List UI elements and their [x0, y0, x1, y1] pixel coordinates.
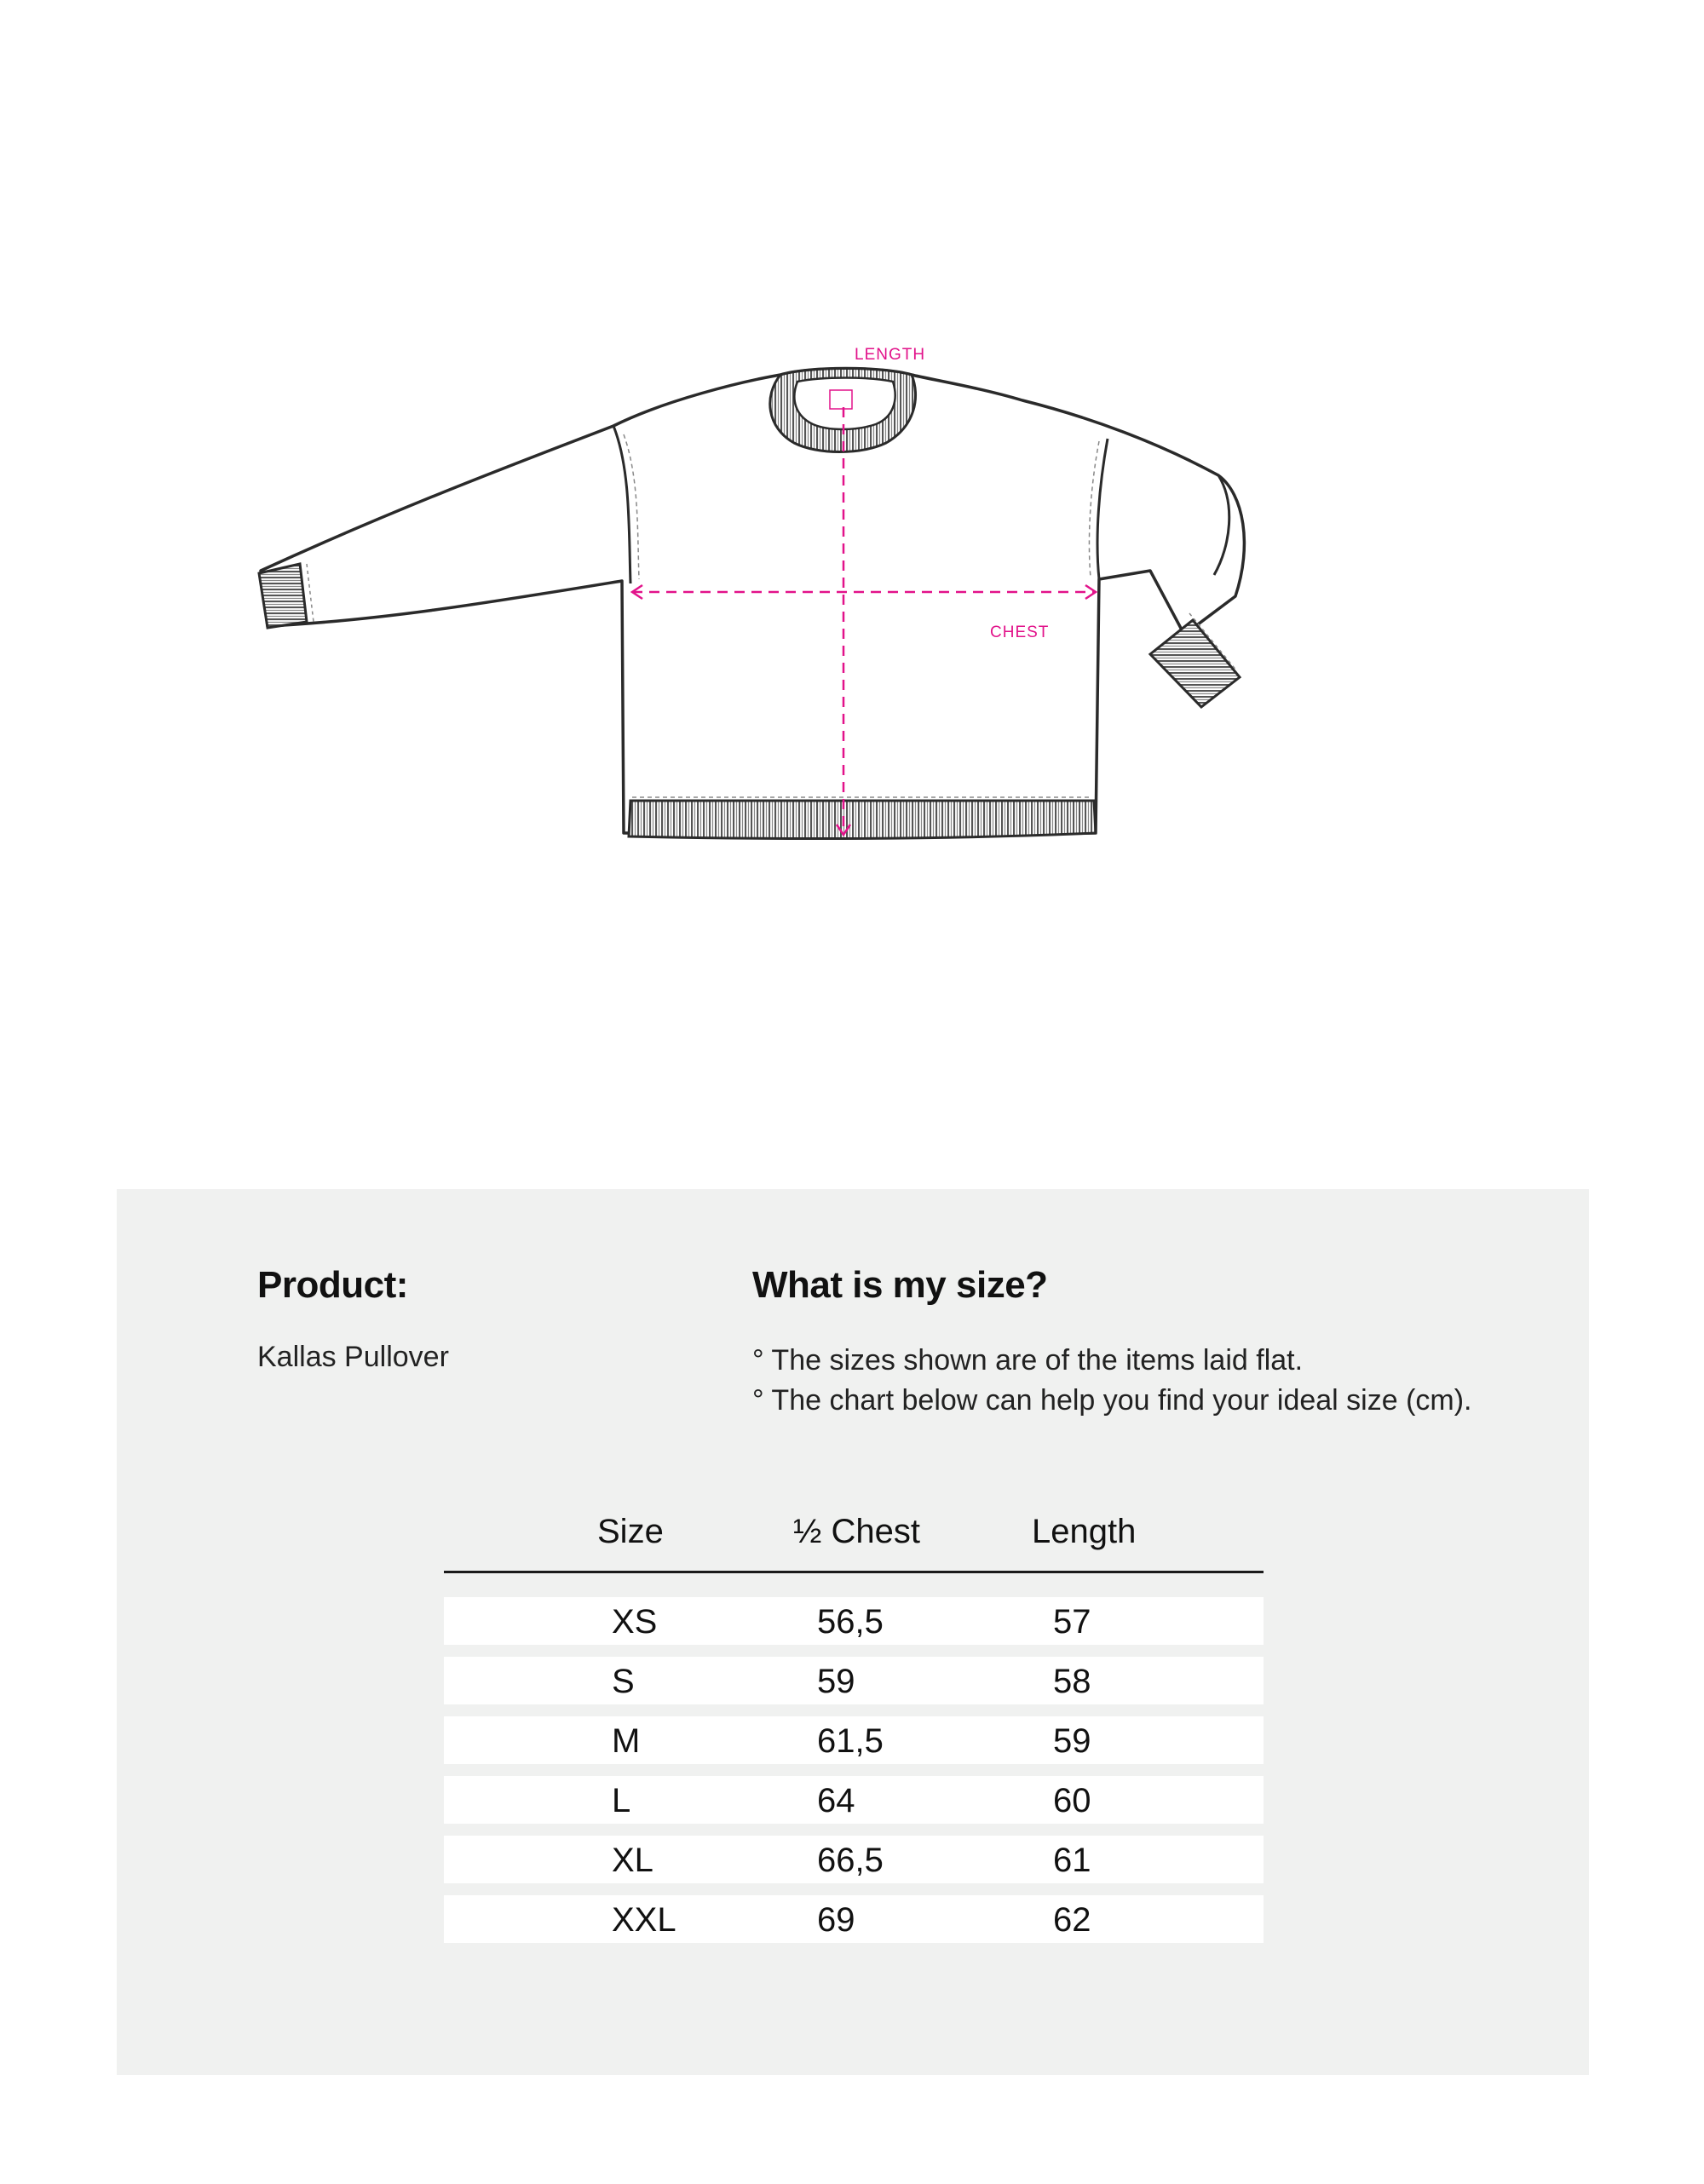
table-row [444, 1716, 1264, 1764]
table-row [444, 1836, 1264, 1883]
size-notes [752, 1341, 1472, 1421]
size-table [444, 1513, 1264, 1943]
chest-label: CHEST [990, 624, 1050, 641]
cell-size: XS [612, 1603, 658, 1641]
cell-half-chest: 64 [817, 1782, 855, 1819]
garment-diagram [256, 332, 1363, 860]
cell-size: L [612, 1782, 631, 1819]
right-cuff [1150, 620, 1240, 707]
cell-size: S [612, 1663, 635, 1700]
size-heading: What is my size? [752, 1264, 1048, 1306]
header-half-chest: ½ Chest [793, 1513, 920, 1550]
cell-length: 57 [1053, 1603, 1091, 1641]
cell-size: XXL [612, 1901, 676, 1939]
size-note: ° The sizes shown are of the items laid flat. [752, 1344, 1304, 1376]
pullover-sketch [256, 332, 1363, 860]
cell-half-chest: 69 [817, 1901, 855, 1939]
size-note: ° The chart below can help you find your ideal size (cm). [752, 1384, 1472, 1417]
cell-half-chest: 61,5 [817, 1722, 884, 1760]
table-body [444, 1573, 1264, 1943]
table-row [444, 1657, 1264, 1704]
cell-size: XL [612, 1842, 653, 1879]
size-guide-panel [117, 1189, 1589, 2075]
header-size: Size [597, 1513, 664, 1550]
table-row [444, 1776, 1264, 1824]
cell-length: 62 [1053, 1901, 1091, 1939]
cell-length: 61 [1053, 1842, 1091, 1879]
product-heading: Product: [257, 1264, 408, 1306]
body-outline [261, 369, 1244, 834]
header-length: Length [1032, 1513, 1137, 1550]
cell-half-chest: 66,5 [817, 1842, 884, 1879]
cell-length: 58 [1053, 1663, 1091, 1700]
table-row [444, 1597, 1264, 1645]
product-name: Kallas Pullover [257, 1341, 449, 1373]
cell-length: 59 [1053, 1722, 1091, 1760]
hem-band [629, 801, 1096, 839]
table-row [444, 1895, 1264, 1943]
cell-half-chest: 56,5 [817, 1603, 884, 1641]
length-label: LENGTH [855, 346, 926, 364]
neck-label [830, 390, 852, 409]
left-cuff [259, 564, 307, 628]
cell-length: 60 [1053, 1782, 1091, 1819]
cell-half-chest: 59 [817, 1663, 855, 1700]
cell-size: M [612, 1722, 641, 1760]
table-header [444, 1513, 1264, 1573]
